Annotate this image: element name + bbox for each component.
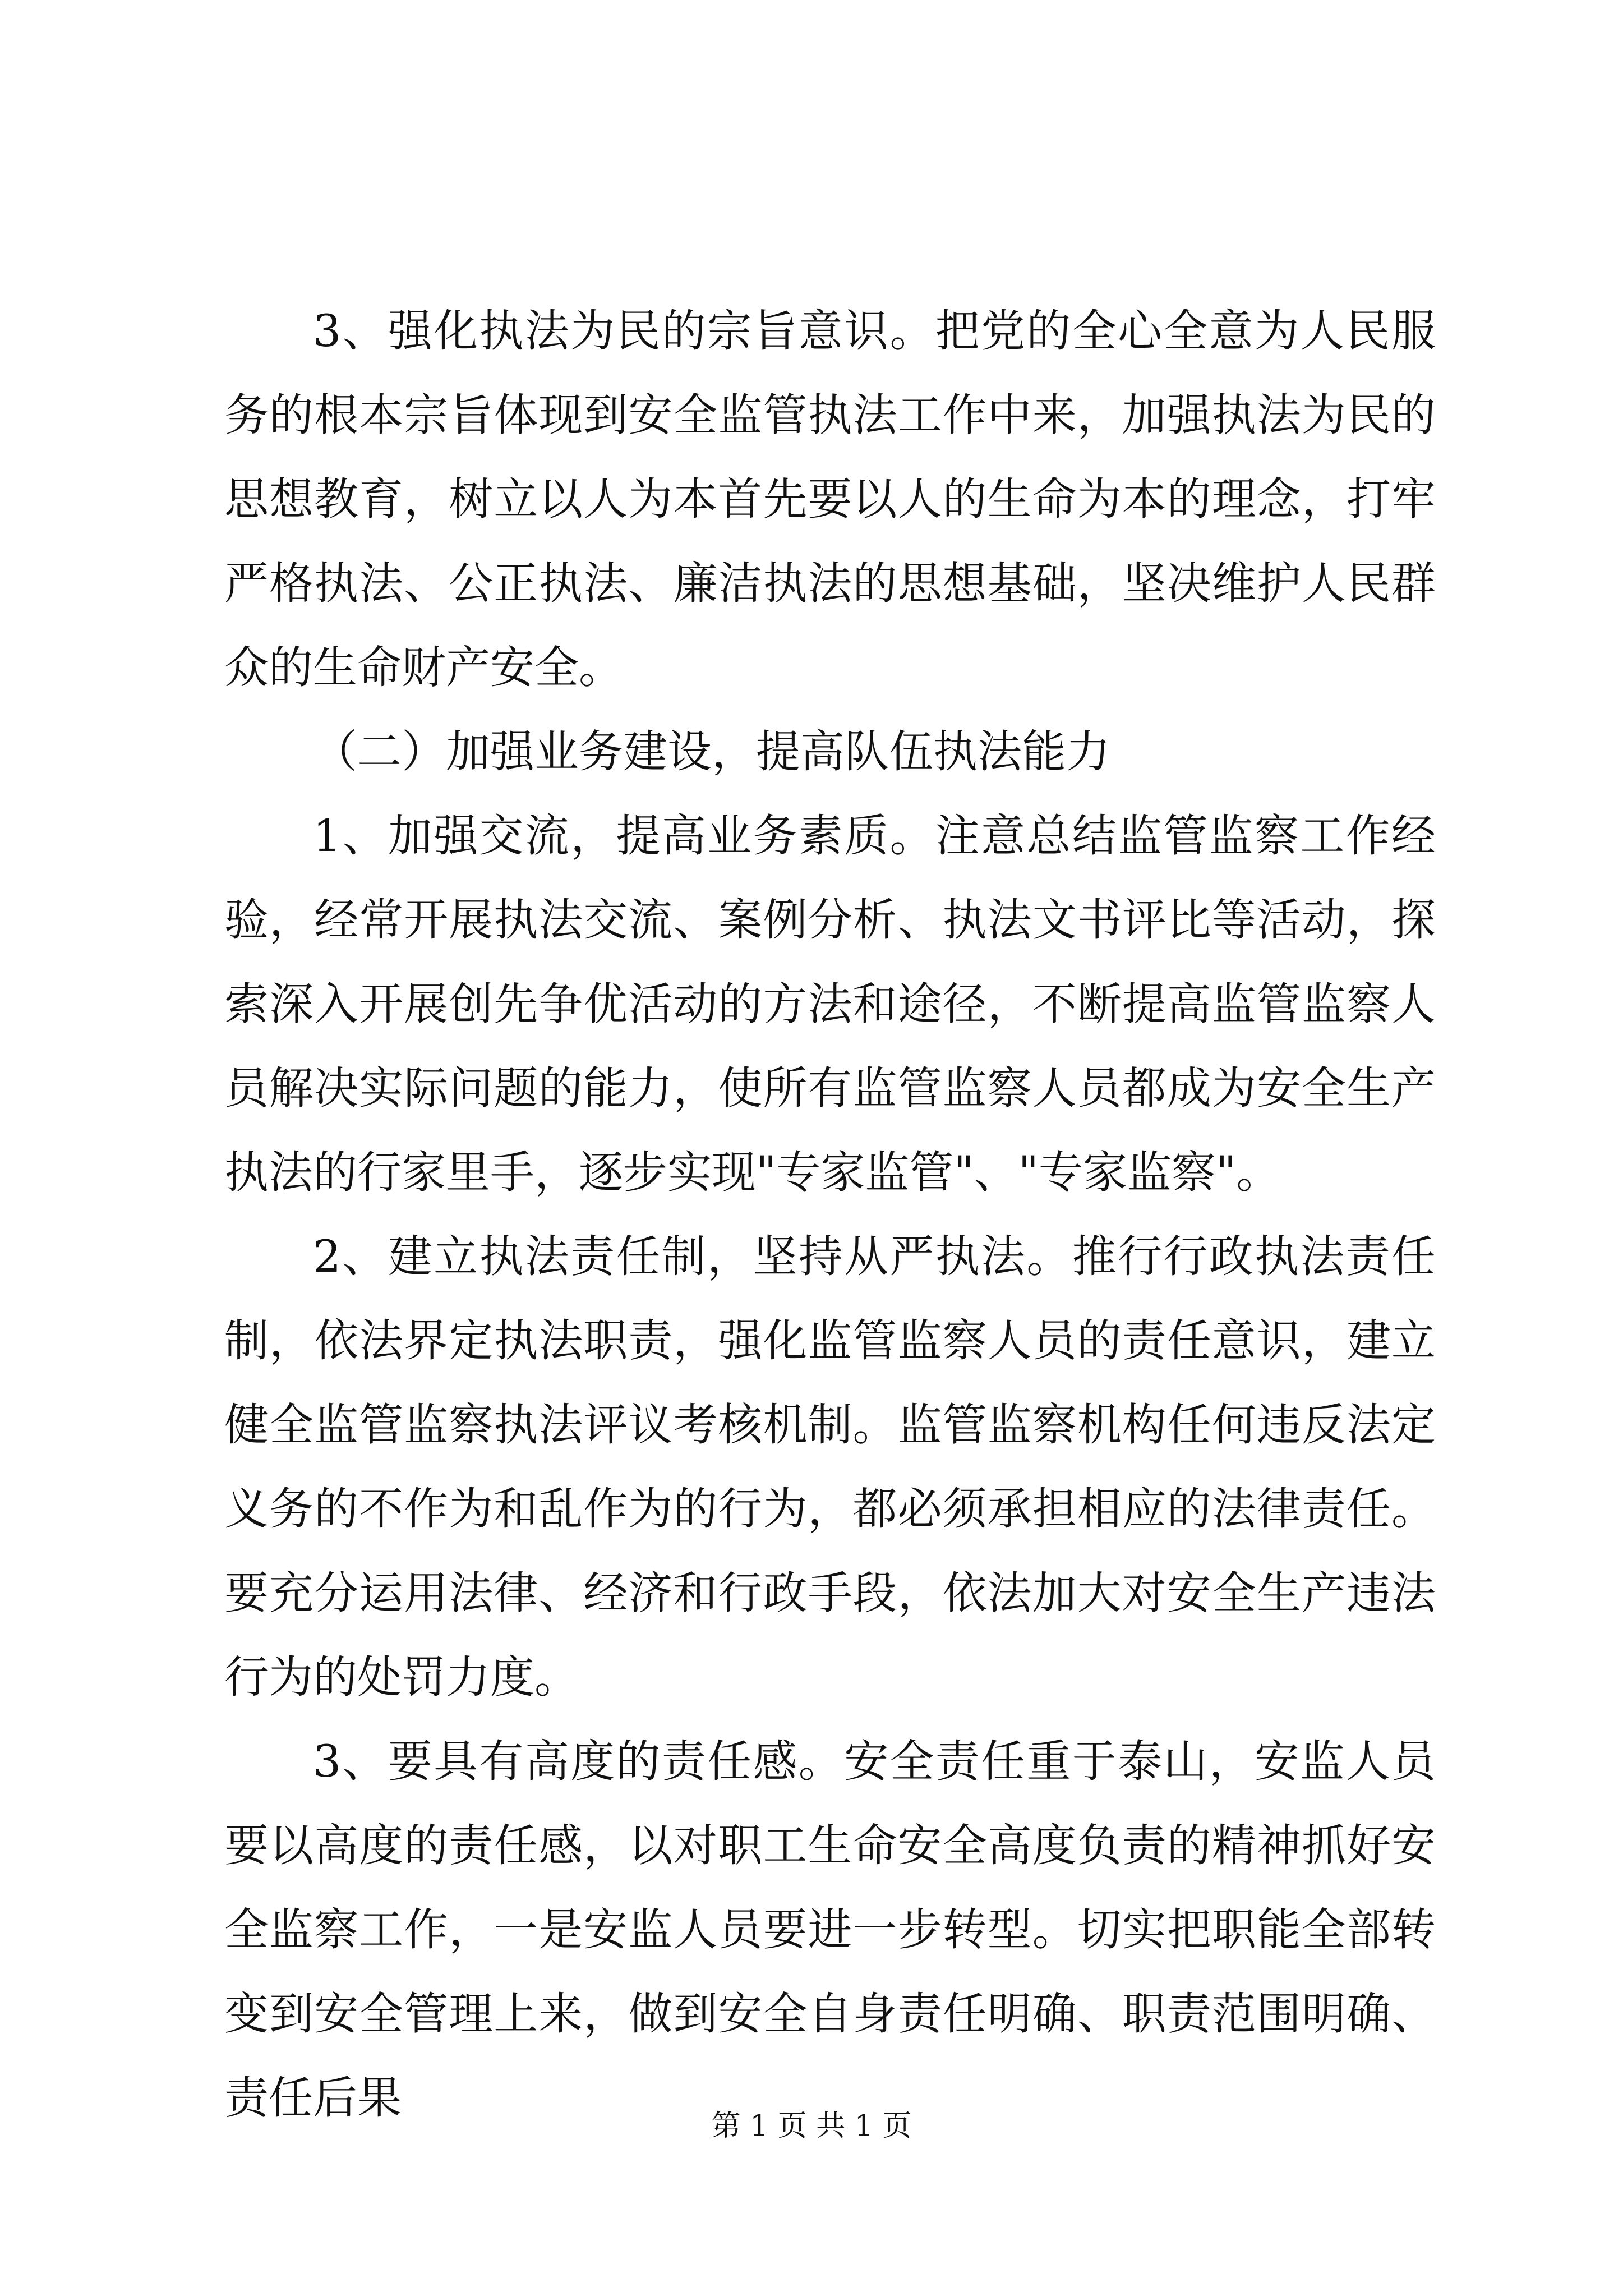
section-heading-business-building: （二）加强业务建设，提高队伍执法能力 [313, 726, 1110, 777]
paragraph-responsibility-system: 2、建立执法责任制，坚持从严执法。推行行政执法责任制，依法界定执法职责，强化监管监察人员的责任意识，建立健全监管监察执法评议考核机制。监管监察机构任何违反法定义务的不作为和乱作为的行为，都必须承担相应的法律责任。要充分运用法律、经济和行政手段，依法加大对安全生产违法行为的处罚力度。 [224, 1231, 1436, 1703]
document-body [224, 289, 1436, 2140]
paragraph-exchange-quality: 1、加强交流，提高业务素质。注意总结监管监察工作经验，经常开展执法交流、案例分析、执法文书评比等活动，探索深入开展创先争优活动的方法和途径，不断提高监管监察人员解决实际问题的能力，使所有监管监察人员都成为安全生产执法的行家里手，逐步实现"专家监管"、"专家监察"。 [224, 810, 1436, 1198]
page-footer: 第 1 页 共 1 页 [711, 2109, 912, 2143]
paragraph-sense-of-responsibility: 3、要具有高度的责任感。安全责任重于泰山，安监人员要以高度的责任感，以对职工生命安全高度负责的精神抓好安全监察工作，一是安监人员要进一步转型。切实把职能全部转变到安全管理上来，做到安全自身责任明确、职责范围明确、责任后果 [224, 1736, 1436, 2124]
paragraph-purpose-awareness: 3、强化执法为民的宗旨意识。把党的全心全意为人民服务的根本宗旨体现到安全监管执法工作中来，加强执法为民的思想教育，树立以人为本首先要以人的生命为本的理念，打牢严格执法、公正执法、廉洁执法的思想基础，坚决维护人民群众的生命财产安全。 [224, 305, 1436, 693]
